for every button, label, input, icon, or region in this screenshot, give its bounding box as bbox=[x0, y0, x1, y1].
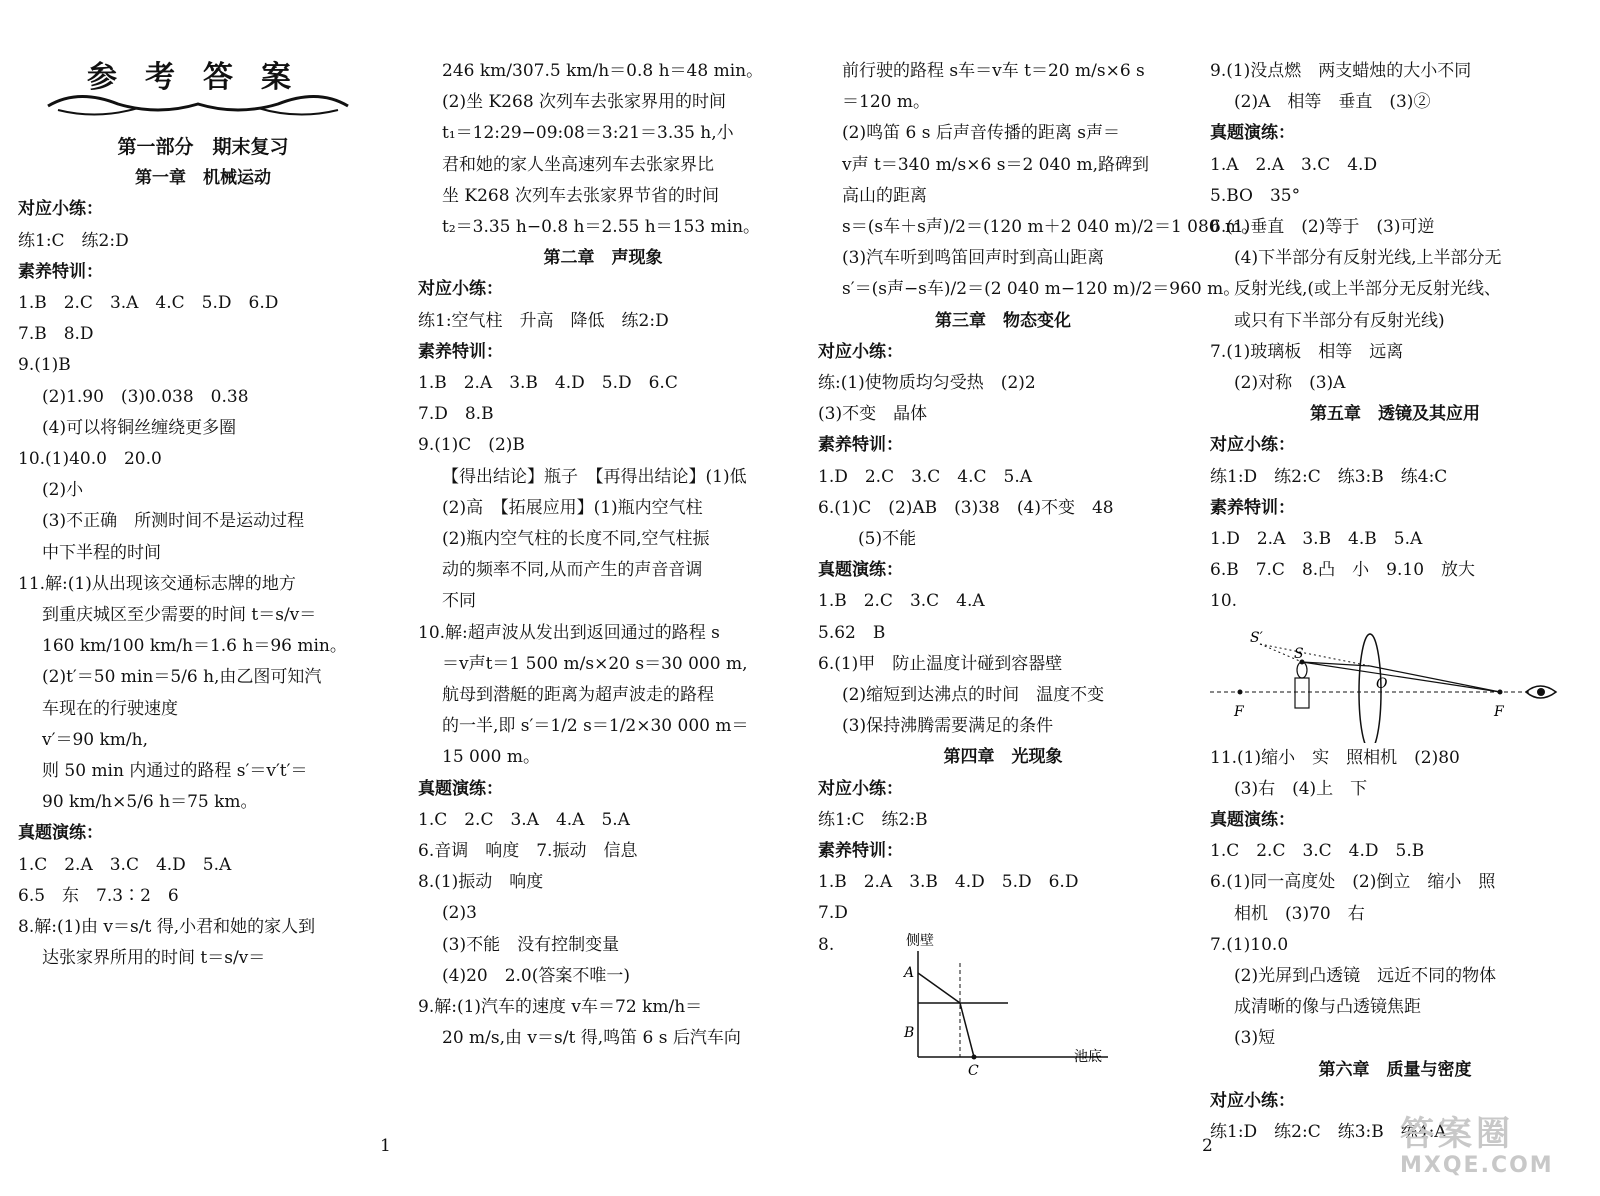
watermark-line-2: MXQE.COM bbox=[1400, 1153, 1554, 1178]
answer-line: 练:(1)使物质均匀受热 (2)2 bbox=[818, 373, 1036, 394]
answer-line: (2)鸣笛 6 s 后声音传播的距离 s声＝ bbox=[842, 123, 1120, 144]
answer-line: 1.C 2.A 3.C 4.D 5.A bbox=[18, 854, 232, 875]
answer-line: 9.(1)C (2)B bbox=[418, 435, 525, 456]
answer-line: 6.B 7.C 8.凸 小 9.10 放大 bbox=[1210, 560, 1476, 581]
answer-line: 素养特训： bbox=[1210, 497, 1295, 518]
label-c: C bbox=[968, 1062, 979, 1079]
answer-line: 246 km/307.5 km/h＝0.8 h＝48 min。 bbox=[442, 61, 764, 81]
column-2-lines bbox=[418, 56, 788, 1055]
answer-line: (2)1.90 (3)0.038 0.38 bbox=[42, 386, 249, 407]
answer-line: 11.解:(1)从出现该交通标志牌的地方 bbox=[18, 573, 296, 594]
answer-line: 高山的距离 bbox=[842, 185, 927, 206]
answer-line: (2)瓶内空气柱的长度不同,空气柱振 bbox=[442, 529, 710, 550]
answer-line: 8. bbox=[818, 934, 835, 955]
answer-line: 1.D 2.C 3.C 4.C 5.A bbox=[818, 466, 1033, 487]
answer-line: 反射光线,(或上半部分无反射光线、 bbox=[1234, 279, 1502, 300]
answer-line: 6.(1)垂直 (2)等于 (3)可逆 bbox=[1210, 217, 1435, 238]
answer-line: ＝120 m。 bbox=[842, 92, 930, 113]
answer-line: 10.解:超声波从发出到返回通过的路程 s bbox=[418, 622, 720, 643]
answer-line: 练1:C 练2:B bbox=[818, 809, 928, 830]
answer-line: (2)3 bbox=[442, 903, 477, 924]
answer-line: t₂＝3.35 h−0.8 h＝2.55 h＝153 min。 bbox=[442, 217, 761, 238]
answer-line: 15 000 m。 bbox=[442, 747, 541, 768]
answer-line: 真题演练： bbox=[818, 560, 903, 581]
answer-line: 8.(1)振动 响度 bbox=[418, 872, 544, 893]
page-number-2: 2 bbox=[1202, 1136, 1213, 1156]
answer-line: 到重庆城区至少需要的时间 t＝s/v＝ bbox=[42, 605, 317, 626]
answer-line: 7.(1)10.0 bbox=[1210, 934, 1289, 955]
answer-line: 9.(1)B bbox=[18, 355, 71, 376]
answer-line: 对应小练： bbox=[818, 778, 903, 799]
answer-line: 6.(1)C (2)AB (3)38 (4)不变 48 bbox=[818, 497, 1114, 518]
label-pool-bottom: 池底 bbox=[1074, 1048, 1102, 1065]
watermark-line-1: 答案圈 bbox=[1400, 1114, 1514, 1154]
answer-line: 对应小练： bbox=[18, 199, 103, 220]
answer-line: 8.解:(1)由 v＝s/t 得,小君和她的家人到 bbox=[18, 917, 316, 938]
answer-line: (3)短 bbox=[1234, 1028, 1276, 1049]
answer-line: (2)缩短到达沸点的时间 温度不变 bbox=[842, 685, 1105, 706]
answer-line: 不同 bbox=[442, 591, 476, 612]
answer-line: 1.A 2.A 3.C 4.D bbox=[1210, 154, 1378, 175]
watermark bbox=[1400, 1106, 1590, 1186]
answer-line: 9.(1)没点燃 两支蜡烛的大小不同 bbox=[1210, 61, 1472, 81]
answer-line: 真题演练： bbox=[1210, 123, 1295, 144]
answer-line: (4)可以将铜丝缠绕更多圈 bbox=[42, 417, 237, 438]
answer-line: 坐 K268 次列车去张家界节省的时间 bbox=[442, 185, 719, 206]
answer-line: (2)小 bbox=[42, 480, 84, 501]
answer-line: ＝v声t＝1 500 m/s×20 s＝30 000 m, bbox=[442, 653, 748, 674]
label-s: S bbox=[1294, 645, 1304, 662]
answer-line: (5)不能 bbox=[858, 529, 917, 550]
answer-line: 练1:C 练2:D bbox=[18, 230, 129, 251]
column-1-lines bbox=[18, 163, 388, 974]
answer-line: 的一半,即 s′＝1/2 s＝1/2×30 000 m＝ bbox=[442, 716, 749, 737]
answer-line: (3)汽车听到鸣笛回声时到高山距离 bbox=[842, 248, 1105, 269]
answer-line: 素养特训： bbox=[818, 841, 903, 862]
label-f-right: F bbox=[1494, 703, 1504, 720]
answer-line: 6.5 东 7.3∶2 6 bbox=[18, 885, 179, 906]
answer-line: (2)t′＝50 min＝5/6 h,由乙图可知汽 bbox=[42, 667, 322, 688]
answer-line: 真题演练： bbox=[418, 778, 503, 799]
answer-line: 5.BO 35° bbox=[1210, 185, 1301, 206]
lens-figure bbox=[1210, 618, 1570, 743]
answer-line: 真题演练： bbox=[18, 823, 103, 844]
answer-line: 成清晰的像与凸透镜焦距 bbox=[1234, 997, 1421, 1018]
answer-line: 第六章 质量与密度 bbox=[1318, 1059, 1472, 1080]
answer-line: 7.D 8.B bbox=[418, 404, 494, 425]
answer-line: (2)坐 K268 次列车去张家界用的时间 bbox=[442, 92, 727, 113]
banner-title: 参考答案 bbox=[87, 60, 319, 95]
part-title: 第一部分 期末复习 bbox=[117, 136, 289, 158]
answer-line: 素养特训： bbox=[418, 341, 503, 362]
label-side-wall: 侧壁 bbox=[906, 932, 934, 949]
answer-line: 君和她的家人坐高速列车去张家界比 bbox=[442, 154, 714, 175]
answer-line: 练1:空气柱 升高 降低 练2:D bbox=[418, 310, 669, 331]
answer-line: 10.(1)40.0 20.0 bbox=[18, 449, 162, 470]
answer-line: 5.62 B bbox=[818, 622, 886, 643]
answer-line: 1.C 2.C 3.C 4.D 5.B bbox=[1210, 841, 1425, 862]
answer-line: 第五章 透镜及其应用 bbox=[1310, 404, 1480, 425]
answer-line: 素养特训： bbox=[818, 435, 903, 456]
answer-line: (3)不变 晶体 bbox=[818, 404, 928, 425]
answer-line: (3)保持沸腾需要满足的条件 bbox=[842, 716, 1054, 737]
answer-line: 对应小练： bbox=[818, 341, 903, 362]
answer-line: (2)光屏到凸透镜 远近不同的物体 bbox=[1234, 966, 1497, 987]
answer-line: 1.D 2.A 3.B 4.B 5.A bbox=[1210, 529, 1423, 550]
answer-line: 动的频率不同,从而产生的声音音调 bbox=[442, 560, 703, 581]
answer-line: 中下半程的时间 bbox=[42, 542, 161, 563]
answer-line: 1.B 2.A 3.B 4.D 5.D 6.C bbox=[418, 373, 678, 394]
label-s-prime: S′ bbox=[1250, 629, 1263, 646]
label-b: B bbox=[904, 1024, 915, 1041]
answer-line: 1.B 2.A 3.B 4.D 5.D 6.D bbox=[818, 872, 1079, 893]
answer-line: (2)A 相等 垂直 (3)② bbox=[1234, 92, 1431, 113]
answer-line: 6.(1)甲 防止温度计碰到容器壁 bbox=[818, 653, 1063, 674]
answer-line: 对应小练： bbox=[1210, 435, 1295, 456]
answer-line: 【得出结论】瓶子 【再得出结论】(1)低 bbox=[442, 466, 747, 487]
answer-line: 对应小练： bbox=[418, 279, 503, 300]
answer-line: 10. bbox=[1210, 591, 1238, 612]
answer-line: 6.音调 响度 7.振动 信息 bbox=[418, 841, 638, 862]
answer-line: (3)不能 没有控制变量 bbox=[442, 934, 620, 955]
answer-line: 90 km/h×5/6 h＝75 km。 bbox=[42, 792, 258, 813]
answer-line: 或只有下半部分有反射光线) bbox=[1234, 310, 1445, 331]
answer-line: 航母到潜艇的距离为超声波走的路程 bbox=[442, 685, 714, 706]
answer-line: 前行驶的路程 s车＝v车 t＝20 m/s×6 s bbox=[842, 61, 1145, 81]
reflection-figure bbox=[878, 931, 1128, 1081]
answer-banner bbox=[18, 56, 388, 126]
answer-line: 第三章 物态变化 bbox=[935, 310, 1071, 331]
answer-line: 9.解:(1)汽车的速度 v车＝72 km/h＝ bbox=[418, 997, 703, 1018]
answer-line: t₁＝12:29−09:08＝3:21＝3.35 h,小 bbox=[442, 123, 734, 144]
column-4-lines bbox=[1210, 56, 1580, 618]
label-a: A bbox=[904, 964, 915, 981]
answer-line: (4)20 2.0(答案不唯一) bbox=[442, 965, 631, 986]
answer-line: (2)对称 (3)A bbox=[1234, 373, 1346, 394]
answer-line: 第一章 机械运动 bbox=[135, 168, 271, 189]
answer-line: 7.B 8.D bbox=[18, 324, 94, 345]
column-1 bbox=[18, 56, 388, 974]
answer-line: 达张家界所用的时间 t＝s/v＝ bbox=[42, 948, 266, 969]
answer-line: 1.B 2.C 3.C 4.A bbox=[818, 591, 985, 612]
answer-line: 160 km/100 km/h＝1.6 h＝96 min。 bbox=[42, 636, 347, 657]
column-2 bbox=[418, 56, 788, 1055]
answer-line: 真题演练： bbox=[1210, 810, 1295, 831]
column-4 bbox=[1210, 56, 1580, 1148]
answer-line: v声 t＝340 m/s×6 s＝2 040 m,路碑到 bbox=[842, 154, 1150, 175]
answer-line: (3)右 (4)上 下 bbox=[1234, 778, 1368, 799]
answer-line: 20 m/s,由 v＝s/t 得,鸣笛 6 s 后汽车向 bbox=[442, 1028, 741, 1049]
answer-line: 则 50 min 内通过的路程 s′＝v′t′＝ bbox=[42, 761, 308, 782]
answer-line: 练1:D 练2:C 练3:B 练4:A bbox=[1210, 1122, 1447, 1143]
answer-line: 1.C 2.C 3.A 4.A 5.A bbox=[418, 809, 630, 830]
eye-icon bbox=[1526, 686, 1556, 698]
answer-line: 第四章 光现象 bbox=[943, 747, 1063, 768]
answer-line: s＝(s车＋s声)/2＝(120 m＋2 040 m)/2＝1 080 m。 bbox=[842, 217, 1259, 238]
answer-line: 1.B 2.C 3.A 4.C 5.D 6.D bbox=[18, 293, 279, 314]
answer-line: 7.(1)玻璃板 相等 远离 bbox=[1210, 341, 1404, 362]
answer-line: 7.D bbox=[818, 903, 848, 924]
answer-line: v′＝90 km/h, bbox=[42, 729, 149, 750]
answer-line: 第二章 声现象 bbox=[543, 248, 663, 269]
answer-line: s′＝(s声−s车)/2＝(2 040 m−120 m)/2＝960 m。 bbox=[842, 279, 1241, 300]
label-f-left: F bbox=[1234, 703, 1244, 720]
answer-line: 车现在的行驶速度 bbox=[42, 698, 178, 719]
answer-line: 对应小练： bbox=[1210, 1090, 1295, 1111]
label-o: O bbox=[1376, 675, 1388, 692]
answer-line: 素养特训： bbox=[18, 261, 103, 282]
answer-line: (3)不正确 所测时间不是运动过程 bbox=[42, 511, 305, 532]
column-4-lines-after bbox=[1210, 743, 1580, 1149]
answer-line: (4)下半部分有反射光线,上半部分无 bbox=[1234, 248, 1502, 269]
page-number-1: 1 bbox=[380, 1136, 391, 1156]
answer-line: 11.(1)缩小 实 照相机 (2)80 bbox=[1210, 747, 1460, 768]
answer-line: 练1:D 练2:C 练3:B 练4:C bbox=[1210, 466, 1448, 487]
answer-line: 相机 (3)70 右 bbox=[1234, 903, 1365, 924]
answer-line: 6.(1)同一高度处 (2)倒立 缩小 照 bbox=[1210, 872, 1496, 893]
answer-line: (2)高 【拓展应用】(1)瓶内空气柱 bbox=[442, 497, 703, 518]
